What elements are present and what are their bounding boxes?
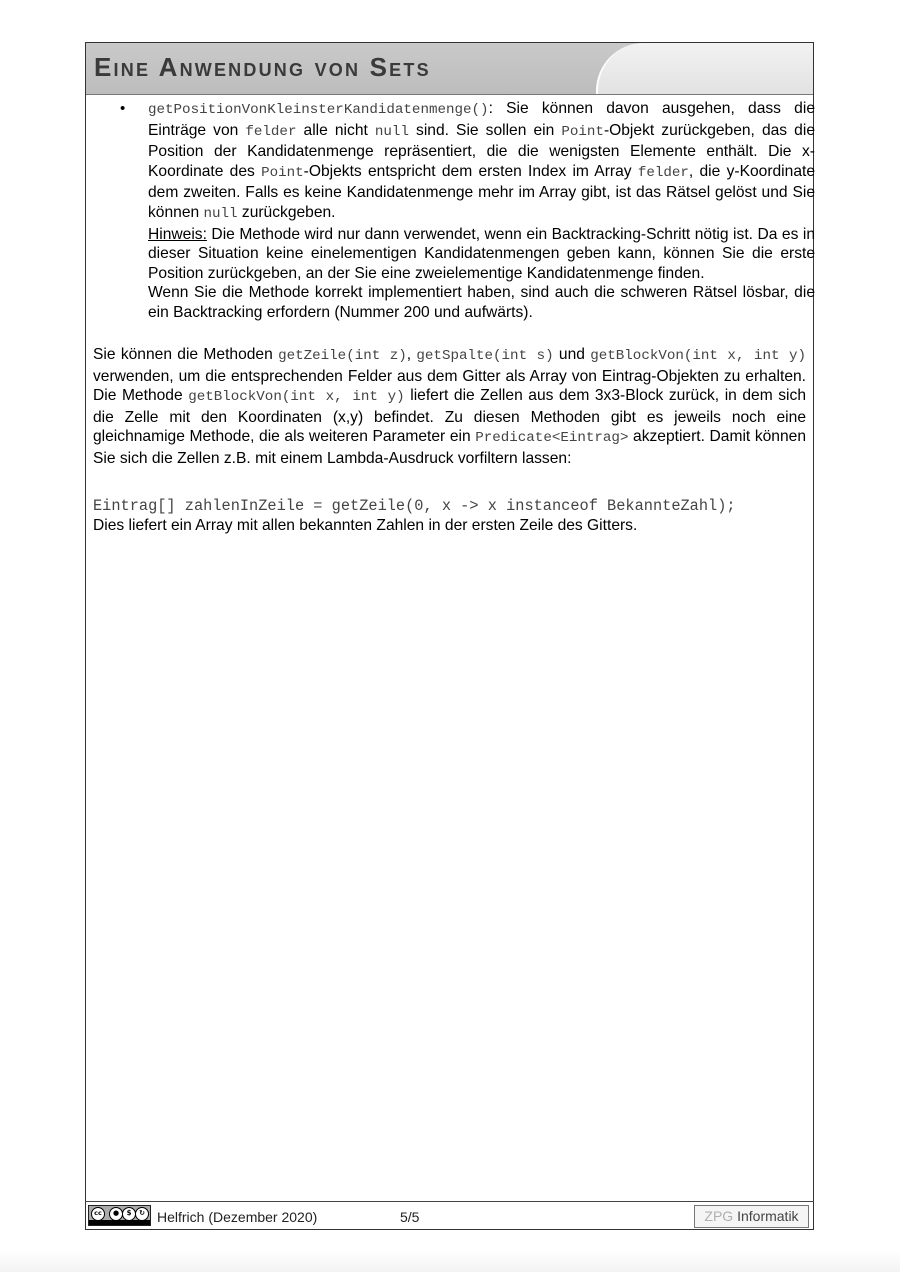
text-run: , — [406, 346, 417, 363]
code-run: getBlockVon(int x, int y) — [188, 389, 405, 406]
bullet-marker: • — [120, 100, 126, 117]
hint-text: Die Methode wird nur dann verwendet, wenn ein Backtracking-Schritt nötig ist. Da es in dieser Situation keine einelementigen Kandidatenmengen geben kann, können Sie die erste Position zurückgeben, an der Sie eine zweielementige Kandidatenmenge finden. — [148, 225, 815, 282]
code-description: Dies liefert ein Array mit allen bekannten Zahlen in der ersten Zeile des Gitters. — [93, 517, 638, 534]
code-run: felder — [637, 164, 689, 181]
brand-informatik: Informatik — [733, 1208, 799, 1224]
cc-by-nc-sa-icon — [88, 1205, 151, 1226]
page-shadow — [0, 1250, 900, 1272]
text-run: -Objekts entspricht dem ersten Index im Array — [303, 162, 638, 180]
text-run: alle nicht — [296, 121, 375, 139]
person-icon: ● — [109, 1207, 123, 1221]
text-run: und — [553, 346, 591, 363]
sharealike-icon: ↻ — [135, 1207, 149, 1221]
method-description — [148, 99, 815, 225]
bullet-item — [148, 99, 815, 323]
cc-badge-strip — [89, 1220, 150, 1225]
cc-icon: cc — [91, 1207, 105, 1221]
text-run: verwenden, um die entsprechenden Felder aus dem Gitter als Array von Eintrag-Objekten zu erhalten. Die Methode — [93, 367, 806, 405]
code-run: null — [203, 205, 238, 222]
code-run: Point — [561, 123, 604, 140]
footer-divider — [85, 1201, 814, 1202]
text-run: zurückgeben. — [237, 203, 336, 221]
code-run: null — [374, 123, 409, 140]
main-paragraph — [93, 345, 806, 469]
zpg-informatik-logo — [694, 1205, 809, 1228]
code-run: Predicate<Eintrag> — [475, 430, 629, 447]
text-run: , die y-Koordinate dem zweiten. Falls es keine Kandidatenmenge mehr im Array gibt, ist das Rätsel gelöst und Sie können — [148, 162, 815, 221]
page-title: Eine Anwendung von Sets — [94, 52, 431, 82]
code-example: Eintrag[] zahlenInZeile = getZeile(0, x -> x instanceof BekannteZahl); — [93, 497, 736, 515]
text-run: sind. Sie sollen ein — [408, 121, 562, 139]
text-run: liefert die Zellen aus dem 3x3-Block zurück, in dem sich die Zelle mit den Koordinaten (x,y) befindet. Zu diesen Methoden gibt es jeweils noch eine gleichnamige Methode, die als weiteren Parameter ein — [93, 387, 806, 446]
header-decoration — [596, 43, 813, 94]
page-number: 5/5 — [400, 1209, 420, 1225]
note-paragraph: Wenn Sie die Methode korrekt implementiert haben, sind auch die schweren Rätsel lösbar, die ein Backtracking erfordern (Nummer 200 und aufwärts). — [148, 284, 815, 321]
header-band — [86, 43, 813, 95]
noncommercial-icon: $ — [122, 1207, 136, 1221]
code-run: getBlockVon(int x, int y) — [590, 348, 806, 364]
hint-label: Hinweis: — [148, 225, 207, 243]
code-run: getZeile(int z) — [278, 348, 407, 364]
hint-paragraph — [148, 225, 815, 284]
method-name: getPositionVonKleinsterKandidatenmenge() — [148, 102, 489, 118]
brand-zpg: ZPG — [704, 1208, 734, 1224]
text-run: akzeptiert. Damit können Sie sich die Zellen z.B. mit einem Lambda-Ausdruck vorfiltern lassen: — [93, 428, 806, 467]
text-run: : Sie können davon ausgehen, dass die Einträge von — [148, 100, 815, 139]
text-run: -Objekt zurückgeben, das die Position der Kandidatenmenge repräsentiert, die die wenigsten Elemente enthält. Die x-Koordinate des — [148, 121, 815, 180]
code-run: getSpalte(int s) — [416, 348, 554, 364]
footer-author: Helfrich (Dezember 2020) — [157, 1209, 318, 1225]
text-run: Sie können die Methoden — [93, 346, 279, 363]
code-run: Point — [261, 164, 304, 181]
code-run: felder — [245, 123, 297, 140]
